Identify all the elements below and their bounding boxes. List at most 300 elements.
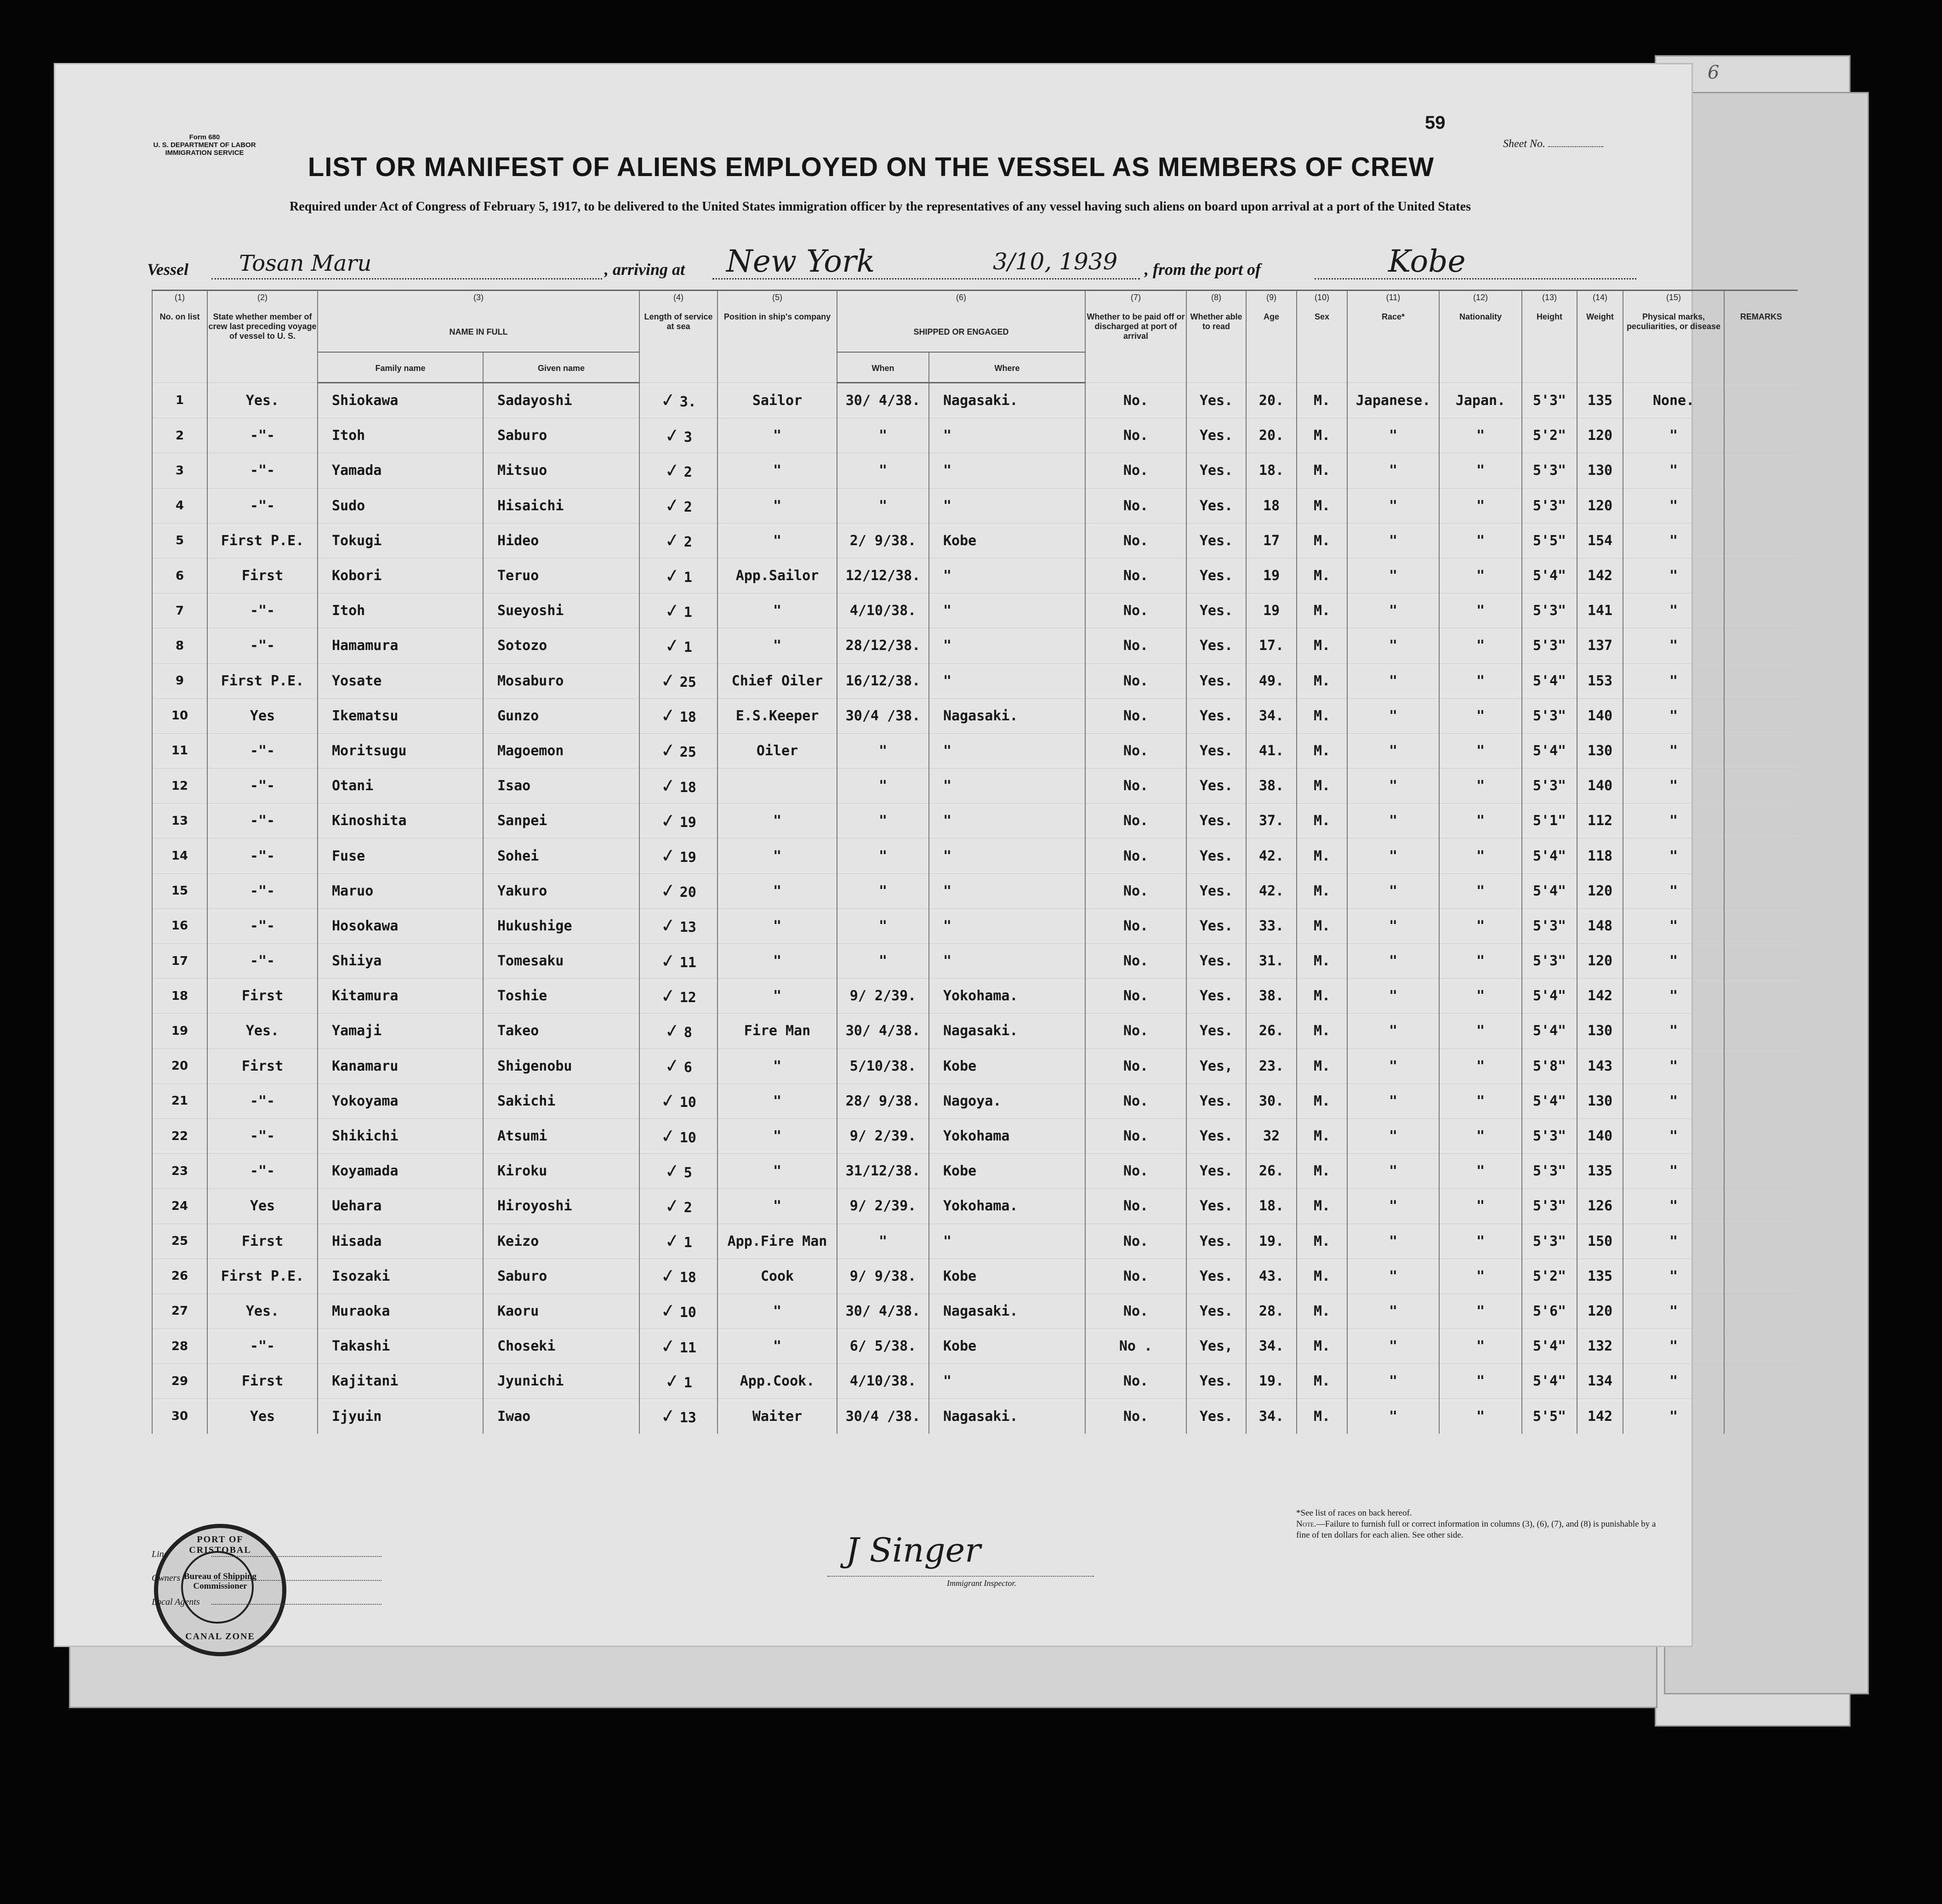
crew-previous-voyage: -"- [207, 769, 318, 804]
crew-position: " [718, 1083, 837, 1118]
crew-sex: M. [1297, 663, 1347, 698]
table-row [152, 804, 1798, 838]
crew-shipped-where: Nagasaki. [929, 1294, 1085, 1328]
checkmark-icon: ✓ [659, 1404, 678, 1428]
crew-given-name: Hideo [483, 523, 639, 558]
crew-shipped-when: " [837, 838, 929, 873]
crew-race: " [1347, 1014, 1439, 1049]
crew-weight: 140 [1577, 698, 1623, 733]
crew-nationality: Japan. [1439, 383, 1522, 418]
crew-physical-marks: " [1623, 944, 1724, 979]
crew-remarks [1724, 1083, 1798, 1118]
checkmark-icon: ✓ [659, 1265, 678, 1288]
crew-paid-off: No. [1085, 944, 1186, 979]
crew-number: 11 [152, 733, 207, 768]
crew-number: 27 [152, 1294, 207, 1328]
crew-service-value: 25 [679, 744, 696, 761]
crew-height: 5'4" [1522, 1364, 1577, 1399]
crew-paid-off: No. [1085, 1049, 1186, 1083]
crew-family-name: Isozaki [318, 1259, 483, 1294]
crew-able-to-read: Yes. [1186, 1224, 1246, 1259]
from-port-label: , from the port of [1145, 260, 1261, 279]
crew-family-name: Hosokawa [318, 908, 483, 943]
crew-shipped-when: 28/ 9/38. [837, 1083, 929, 1118]
crew-position: Oiler [718, 733, 837, 768]
header-state-whether: State whether member of crew last preceding voyage of vessel to U. S. [207, 310, 318, 383]
crew-service-value: 1 [683, 1235, 692, 1251]
crew-service-length [639, 1083, 718, 1118]
crew-position: E.S.Keeper [718, 698, 837, 733]
crew-shipped-where: " [929, 558, 1085, 593]
crew-position: " [718, 838, 837, 873]
crew-physical-marks: " [1623, 1329, 1724, 1364]
crew-race: " [1347, 733, 1439, 768]
crew-remarks [1724, 593, 1798, 628]
crew-sex: M. [1297, 1014, 1347, 1049]
crew-position: " [718, 1189, 837, 1224]
table-row [152, 944, 1798, 979]
crew-previous-voyage: First [207, 1364, 318, 1399]
crew-age: 33. [1246, 908, 1297, 943]
crew-service-value: 13 [679, 919, 696, 936]
crew-able-to-read: Yes. [1186, 1118, 1246, 1153]
crew-physical-marks: " [1623, 1014, 1724, 1049]
crew-race: " [1347, 1329, 1439, 1364]
crew-family-name: Kobori [318, 558, 483, 593]
crew-service-value: 3. [679, 394, 696, 410]
crew-age: 41. [1246, 733, 1297, 768]
crew-nationality: " [1439, 593, 1522, 628]
crew-physical-marks: None. [1623, 383, 1724, 418]
crew-sex: M. [1297, 944, 1347, 979]
column-number: (10) [1297, 291, 1347, 311]
column-number-blank [1724, 291, 1798, 311]
crew-remarks [1724, 698, 1798, 733]
crew-service-value: 2 [683, 1199, 692, 1216]
crew-age: 18 [1246, 488, 1297, 523]
crew-able-to-read: Yes. [1186, 418, 1246, 453]
crew-race: " [1347, 769, 1439, 804]
crew-number: 28 [152, 1329, 207, 1364]
agents-field [152, 1590, 382, 1614]
crew-previous-voyage: -"- [207, 453, 318, 488]
crew-shipped-where: " [929, 593, 1085, 628]
crew-remarks [1724, 1399, 1798, 1434]
crew-previous-voyage: -"- [207, 1329, 318, 1364]
checkmark-icon: ✓ [659, 739, 678, 763]
checkmark-icon: ✓ [663, 529, 682, 553]
penalty-note [1296, 1519, 1664, 1541]
crew-age: 37. [1246, 804, 1297, 838]
crew-height: 5'3" [1522, 1224, 1577, 1259]
table-row [152, 1154, 1798, 1189]
crew-sex: M. [1297, 488, 1347, 523]
table-row [152, 593, 1798, 628]
crew-race: " [1347, 1118, 1439, 1153]
crew-service-value: 2 [683, 499, 692, 516]
crew-number: 29 [152, 1364, 207, 1399]
crew-able-to-read: Yes. [1186, 593, 1246, 628]
page-subtitle: Required under Act of Congress of February 5, 1917, to be delivered to the United States immigration officer by the representatives of any vessel having such aliens on board upon arrival at a port of the United States [290, 200, 1471, 214]
crew-nationality: " [1439, 1224, 1522, 1259]
crew-position: " [718, 944, 837, 979]
crew-service-length [639, 1224, 718, 1259]
crew-nationality: " [1439, 628, 1522, 663]
crew-nationality: " [1439, 873, 1522, 908]
crew-height: 5'4" [1522, 873, 1577, 908]
crew-shipped-when: 4/10/38. [837, 593, 929, 628]
crew-paid-off: No. [1085, 769, 1186, 804]
crew-given-name: Shigenobu [483, 1049, 639, 1083]
crew-number: 26 [152, 1259, 207, 1294]
crew-physical-marks: " [1623, 418, 1724, 453]
checkmark-icon: ✓ [659, 914, 678, 938]
crew-position: " [718, 908, 837, 943]
crew-height: 5'4" [1522, 558, 1577, 593]
crew-given-name: Choseki [483, 1329, 639, 1364]
crew-position: " [718, 453, 837, 488]
crew-remarks [1724, 1224, 1798, 1259]
crew-number: 9 [152, 663, 207, 698]
header-paid-off: Whether to be paid off or discharged at port of arrival [1085, 310, 1186, 383]
crew-service-value: 2 [683, 464, 692, 480]
crew-paid-off: No. [1085, 488, 1186, 523]
crew-race: " [1347, 804, 1439, 838]
crew-family-name: Uehara [318, 1189, 483, 1224]
crew-height: 5'5" [1522, 523, 1577, 558]
crew-nationality: " [1439, 663, 1522, 698]
table-row [152, 1083, 1798, 1118]
crew-family-name: Hamamura [318, 628, 483, 663]
owners-label: Owners [152, 1573, 181, 1583]
crew-service-length [639, 593, 718, 628]
crew-weight: 148 [1577, 908, 1623, 943]
crew-nationality: " [1439, 908, 1522, 943]
column-number: (6) [837, 291, 1085, 311]
from-port-line [1315, 278, 1636, 279]
crew-number: 15 [152, 873, 207, 908]
crew-weight: 137 [1577, 628, 1623, 663]
crew-service-length [639, 628, 718, 663]
checkmark-icon: ✓ [663, 424, 682, 447]
crew-service-length [639, 804, 718, 838]
crew-nationality: " [1439, 733, 1522, 768]
crew-position: " [718, 1049, 837, 1083]
header-shipped-or-engaged: SHIPPED OR ENGAGED [837, 310, 1085, 352]
crew-shipped-where: " [929, 769, 1085, 804]
crew-number: 6 [152, 558, 207, 593]
crew-paid-off: No. [1085, 558, 1186, 593]
crew-remarks [1724, 453, 1798, 488]
crew-physical-marks: " [1623, 979, 1724, 1014]
crew-height: 5'2" [1522, 418, 1577, 453]
crew-family-name: Otani [318, 769, 483, 804]
crew-physical-marks: " [1623, 1049, 1724, 1083]
crew-remarks [1724, 838, 1798, 873]
crew-remarks [1724, 558, 1798, 593]
crew-service-length [639, 1154, 718, 1189]
crew-paid-off: No. [1085, 1399, 1186, 1434]
header-no-on-list: No. on list [152, 310, 207, 383]
crew-remarks [1724, 1118, 1798, 1153]
crew-race: " [1347, 838, 1439, 873]
sheet-number-line [1548, 146, 1603, 147]
crew-shipped-when: 30/4 /38. [837, 1399, 929, 1434]
checkmark-icon: ✓ [663, 459, 682, 483]
crew-position: App.Cook. [718, 1364, 837, 1399]
column-number: (13) [1522, 291, 1577, 311]
crew-position: " [718, 1118, 837, 1153]
crew-shipped-when: 9/ 2/39. [837, 1189, 929, 1224]
crew-shipped-when: 9/ 2/39. [837, 1118, 929, 1153]
column-number: (8) [1186, 291, 1246, 311]
crew-sex: M. [1297, 873, 1347, 908]
crew-given-name: Mosaburo [483, 663, 639, 698]
crew-race: " [1347, 523, 1439, 558]
crew-service-value: 6 [683, 1060, 692, 1076]
crew-number: 8 [152, 628, 207, 663]
crew-position: " [718, 804, 837, 838]
crew-race: " [1347, 1224, 1439, 1259]
crew-shipped-where: Nagasaki. [929, 1399, 1085, 1434]
crew-age: 38. [1246, 769, 1297, 804]
crew-given-name: Gunzo [483, 698, 639, 733]
crew-weight: 120 [1577, 418, 1623, 453]
checkmark-icon: ✓ [659, 1124, 678, 1148]
header-remarks: REMARKS [1724, 310, 1798, 383]
crew-nationality: " [1439, 1014, 1522, 1049]
crew-sex: M. [1297, 769, 1347, 804]
header-age: Age [1246, 310, 1297, 383]
crew-weight: 135 [1577, 1154, 1623, 1189]
crew-previous-voyage: First [207, 1049, 318, 1083]
crew-remarks [1724, 733, 1798, 768]
crew-family-name: Hisada [318, 1224, 483, 1259]
crew-nationality: " [1439, 488, 1522, 523]
crew-shipped-when: " [837, 418, 929, 453]
sheet-number-field [1503, 138, 1603, 150]
header-sex: Sex [1297, 310, 1347, 383]
crew-age: 26. [1246, 1154, 1297, 1189]
footnote-block [1296, 1508, 1664, 1541]
crew-race: " [1347, 488, 1439, 523]
crew-paid-off: No. [1085, 1118, 1186, 1153]
crew-physical-marks: " [1623, 1259, 1724, 1294]
crew-paid-off: No. [1085, 804, 1186, 838]
crew-service-value: 12 [679, 989, 696, 1006]
crew-age: 19 [1246, 593, 1297, 628]
crew-number: 30 [152, 1399, 207, 1434]
arriving-port: New York [726, 244, 875, 279]
crew-shipped-where: " [929, 488, 1085, 523]
crew-sex: M. [1297, 1154, 1347, 1189]
table-row [152, 1364, 1798, 1399]
crew-position: " [718, 523, 837, 558]
crew-shipped-where: Kobe [929, 1329, 1085, 1364]
crew-race: " [1347, 628, 1439, 663]
inspector-role: Immigrant Inspector. [947, 1579, 1016, 1588]
crew-family-name: Fuse [318, 838, 483, 873]
line-label: Line [152, 1549, 168, 1559]
crew-age: 18. [1246, 453, 1297, 488]
crew-shipped-where: " [929, 418, 1085, 453]
crew-age: 20. [1246, 383, 1297, 418]
crew-number: 16 [152, 908, 207, 943]
crew-given-name: Sotozo [483, 628, 639, 663]
crew-weight: 130 [1577, 733, 1623, 768]
header-able-to-read: Whether able to read [1186, 310, 1246, 383]
checkmark-icon: ✓ [663, 1229, 682, 1253]
crew-number: 22 [152, 1118, 207, 1153]
crew-age: 30. [1246, 1083, 1297, 1118]
crew-number: 12 [152, 769, 207, 804]
crew-previous-voyage: -"- [207, 1083, 318, 1118]
crew-shipped-where: " [929, 1224, 1085, 1259]
column-number: (2) [207, 291, 318, 311]
crew-family-name: Moritsugu [318, 733, 483, 768]
crew-weight: 134 [1577, 1364, 1623, 1399]
crew-paid-off: No. [1085, 1294, 1186, 1328]
crew-age: 26. [1246, 1014, 1297, 1049]
crew-previous-voyage: -"- [207, 944, 318, 979]
table-row [152, 1224, 1798, 1259]
crew-physical-marks: " [1623, 558, 1724, 593]
crew-given-name: Teruo [483, 558, 639, 593]
crew-number: 1 [152, 383, 207, 418]
crew-previous-voyage: Yes. [207, 1294, 318, 1328]
from-port: Kobe [1388, 244, 1466, 279]
crew-shipped-where: " [929, 453, 1085, 488]
crew-remarks [1724, 979, 1798, 1014]
crew-position: Fire Man [718, 1014, 837, 1049]
header-given-name: Given name [483, 352, 639, 383]
crew-previous-voyage: -"- [207, 1154, 318, 1189]
crew-height: 5'3" [1522, 453, 1577, 488]
checkmark-icon: ✓ [659, 1334, 678, 1358]
crew-age: 34. [1246, 1329, 1297, 1364]
crew-height: 5'3" [1522, 944, 1577, 979]
crew-shipped-where: " [929, 733, 1085, 768]
vessel-name-line [211, 278, 602, 279]
header-when: When [837, 352, 929, 383]
page-title: LIST OR MANIFEST OF ALIENS EMPLOYED ON THE VESSEL AS MEMBERS OF CREW [308, 152, 1435, 182]
crew-race: " [1347, 944, 1439, 979]
crew-paid-off: No. [1085, 663, 1186, 698]
crew-able-to-read: Yes. [1186, 1154, 1246, 1189]
crew-previous-voyage: First [207, 979, 318, 1014]
checkmark-icon: ✓ [659, 1089, 678, 1113]
crew-shipped-when: 30/4 /38. [837, 698, 929, 733]
crew-shipped-when: 28/12/38. [837, 628, 929, 663]
crew-able-to-read: Yes. [1186, 1259, 1246, 1294]
crew-service-length [639, 1014, 718, 1049]
crew-age: 49. [1246, 663, 1297, 698]
crew-shipped-where: Nagasaki. [929, 698, 1085, 733]
crew-physical-marks: " [1623, 733, 1724, 768]
crew-nationality: " [1439, 804, 1522, 838]
crew-height: 5'5" [1522, 1399, 1577, 1434]
crew-sex: M. [1297, 1224, 1347, 1259]
crew-height: 5'4" [1522, 1329, 1577, 1364]
crew-able-to-read: Yes. [1186, 769, 1246, 804]
crew-remarks [1724, 1294, 1798, 1328]
crew-service-value: 19 [679, 814, 696, 831]
crew-given-name: Hukushige [483, 908, 639, 943]
crew-height: 5'6" [1522, 1294, 1577, 1328]
crew-given-name: Tomesaku [483, 944, 639, 979]
crew-weight: 142 [1577, 979, 1623, 1014]
crew-height: 5'8" [1522, 1049, 1577, 1083]
crew-shipped-where: " [929, 838, 1085, 873]
column-number: (11) [1347, 291, 1439, 311]
header-family-name: Family name [318, 352, 483, 383]
crew-family-name: Yamada [318, 453, 483, 488]
crew-family-name: Muraoka [318, 1294, 483, 1328]
crew-nationality: " [1439, 1154, 1522, 1189]
arrival-date: 3/10, 1939 [993, 248, 1118, 275]
crew-height: 5'4" [1522, 663, 1577, 698]
crew-given-name: Mitsuo [483, 453, 639, 488]
crew-remarks [1724, 1189, 1798, 1224]
crew-able-to-read: Yes, [1186, 1049, 1246, 1083]
crew-physical-marks: " [1623, 769, 1724, 804]
crew-race: " [1347, 979, 1439, 1014]
table-row [152, 908, 1798, 943]
crew-service-length [639, 1049, 718, 1083]
form-number: Form 680 [189, 133, 220, 141]
crew-family-name: Shiokawa [318, 383, 483, 418]
checkmark-icon: ✓ [659, 388, 678, 412]
crew-race: " [1347, 698, 1439, 733]
crew-service-length [639, 453, 718, 488]
crew-shipped-where: " [929, 873, 1085, 908]
crew-position: Cook [718, 1259, 837, 1294]
crew-age: 42. [1246, 873, 1297, 908]
header-physical-marks: Physical marks, peculiarities, or disease [1623, 310, 1724, 383]
crew-service-length [639, 1189, 718, 1224]
crew-sex: M. [1297, 838, 1347, 873]
column-number: (15) [1623, 291, 1724, 311]
crew-family-name: Shiiya [318, 944, 483, 979]
column-number: (5) [718, 291, 837, 311]
race-footnote: *See list of races on back hereof. [1296, 1508, 1412, 1518]
crew-family-name: Yokoyama [318, 1083, 483, 1118]
crew-nationality: " [1439, 698, 1522, 733]
crew-age: 23. [1246, 1049, 1297, 1083]
crew-height: 5'3" [1522, 908, 1577, 943]
crew-race: " [1347, 418, 1439, 453]
crew-given-name: Atsumi [483, 1118, 639, 1153]
crew-nationality: " [1439, 1049, 1522, 1083]
crew-height: 5'3" [1522, 383, 1577, 418]
crew-manifest-table [152, 290, 1798, 1434]
crew-position [718, 769, 837, 804]
crew-previous-voyage: Yes [207, 1189, 318, 1224]
crew-weight: 130 [1577, 1014, 1623, 1049]
crew-paid-off: No. [1085, 698, 1186, 733]
header-race: Race* [1347, 310, 1439, 383]
crew-remarks [1724, 628, 1798, 663]
crew-nationality: " [1439, 979, 1522, 1014]
crew-remarks [1724, 1014, 1798, 1049]
crew-service-length [639, 1364, 718, 1399]
crew-shipped-where: " [929, 908, 1085, 943]
crew-physical-marks: " [1623, 908, 1724, 943]
crew-physical-marks: " [1623, 838, 1724, 873]
crew-nationality: " [1439, 1118, 1522, 1153]
crew-remarks [1724, 1364, 1798, 1399]
crew-shipped-when: 30/ 4/38. [837, 1294, 929, 1328]
